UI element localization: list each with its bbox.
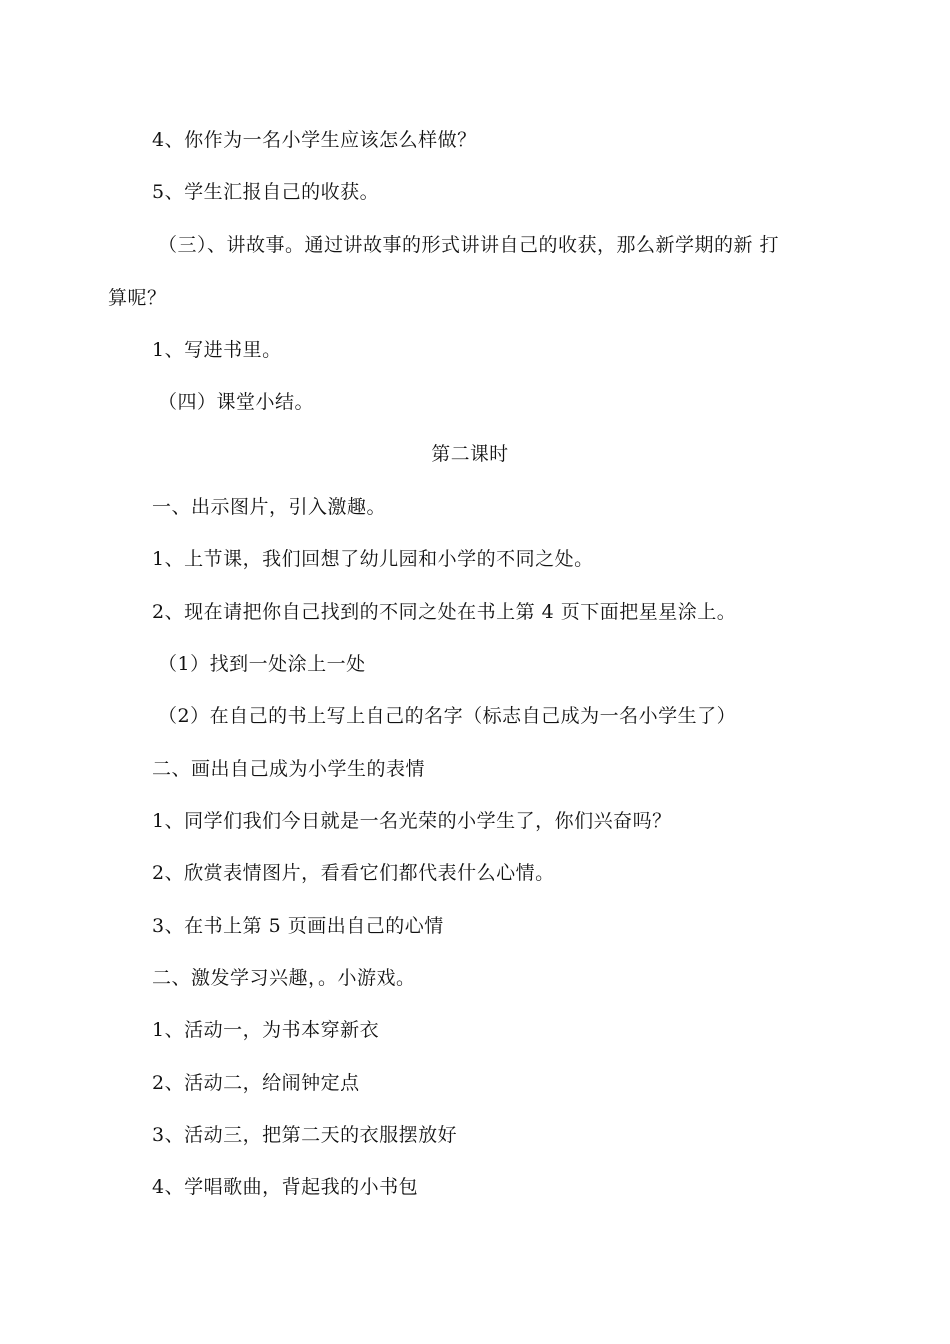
text-line: （四）课堂小结。 — [158, 391, 315, 413]
text-line: 3、活动三，把第二天的衣服摆放好 — [152, 1124, 458, 1146]
text-line: （2）在自己的书上写上自己的名字（标志自己成为一名小学生了） — [158, 705, 737, 727]
text-line: 一、出示图片，引入激趣。 — [152, 496, 387, 518]
section-heading: 第二课时 — [431, 443, 509, 465]
text-line: （1）找到一处涂上一处 — [158, 653, 366, 675]
text-line: 2、活动二，给闹钟定点 — [152, 1072, 360, 1094]
text-line: 3、在书上第 5 页画出自己的心情 — [152, 915, 444, 937]
text-line: 1、活动一，为书本穿新衣 — [152, 1019, 380, 1041]
text-line: 2、现在请把你自己找到的不同之处在书上第 4 页下面把星星涂上。 — [152, 601, 737, 623]
text-line: 2、欣赏表情图片，看看它们都代表什么心情。 — [152, 862, 555, 884]
text-line: 二、激发学习兴趣，。小游戏。 — [152, 967, 416, 989]
text-line: 算呢？ — [108, 287, 167, 309]
text-line: （三）、讲故事。通过讲故事的形式讲讲自己的收获，那么新学期的新 打 — [158, 234, 780, 256]
text-line: 4、学唱歌曲，背起我的小书包 — [152, 1176, 419, 1198]
text-line: 4、你作为一名小学生应该怎么样做？ — [152, 129, 477, 151]
text-line: 1、写进书里。 — [152, 339, 282, 361]
text-line: 二、画出自己成为小学生的表情 — [152, 758, 426, 780]
text-line: 5、学生汇报自己的收获。 — [152, 181, 380, 203]
text-line: 1、同学们我们今日就是一名光荣的小学生了，你们兴奋吗？ — [152, 810, 672, 832]
text-line: 1、上节课，我们回想了幼儿园和小学的不同之处。 — [152, 548, 594, 570]
